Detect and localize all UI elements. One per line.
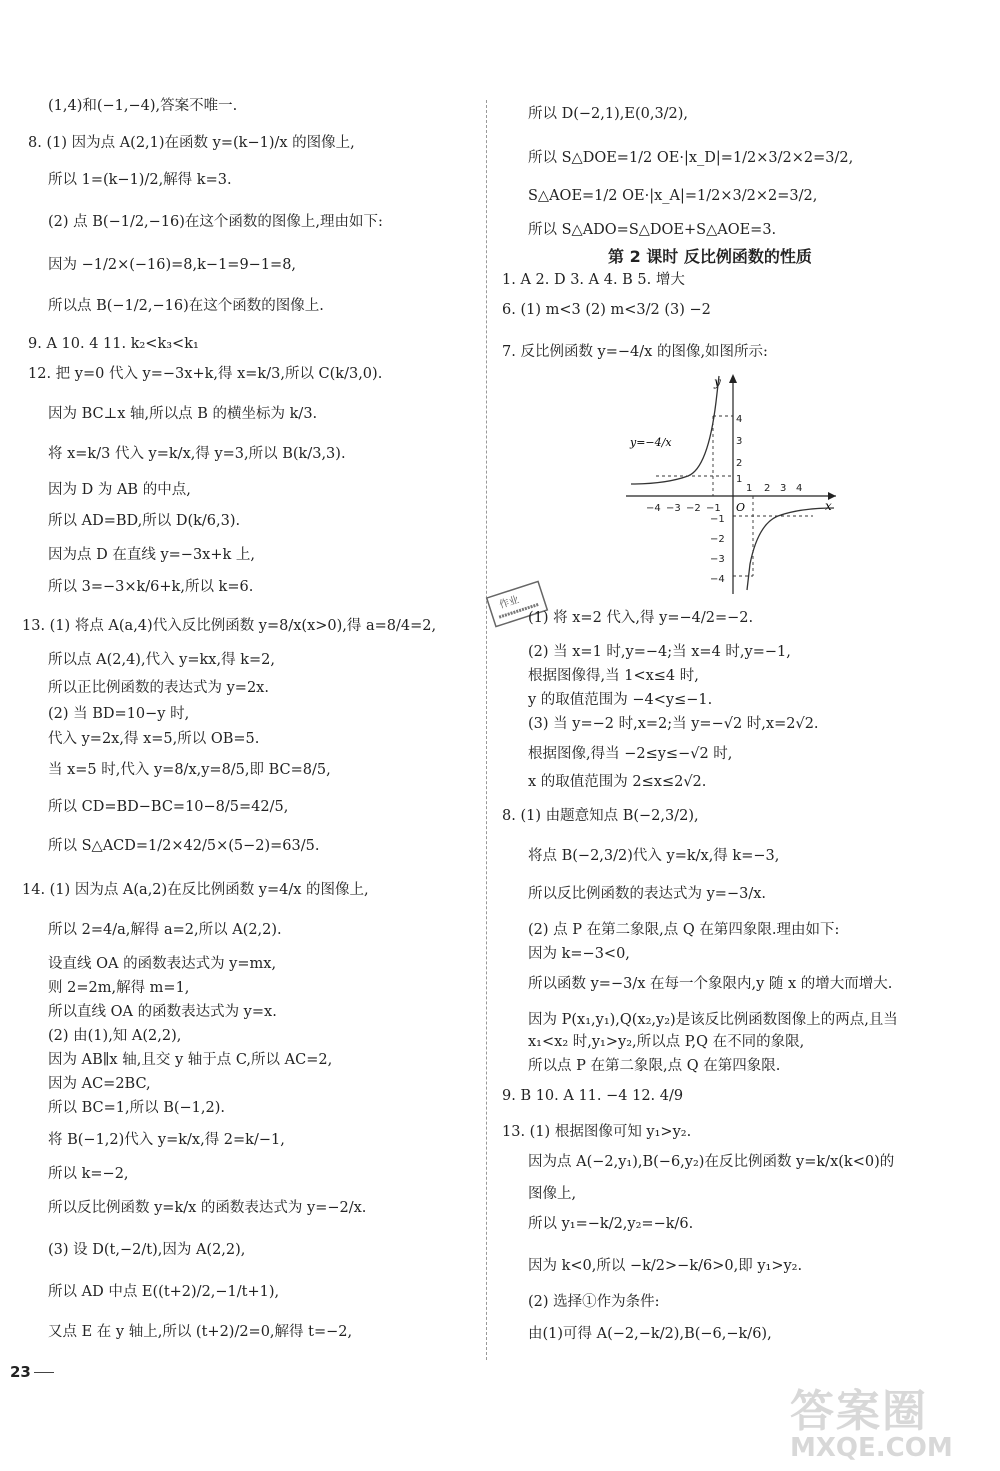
curve-branch-fourth-quadrant bbox=[747, 508, 834, 590]
answer-line: S△AOE=1/2 OE·|x_A|=1/2×3/2×2=3/2, bbox=[528, 188, 818, 204]
answer-line: 因为 BC⊥x 轴,所以点 B 的横坐标为 k/3. bbox=[48, 406, 318, 422]
answer-line: 所以点 A(2,4),代入 y=kx,得 k=2, bbox=[48, 652, 275, 668]
answer-line: x 的取值范围为 2≤x≤2√2. bbox=[528, 774, 707, 790]
answer-line: 将点 B(−2,3/2)代入 y=k/x,得 k=−3, bbox=[528, 848, 780, 864]
answer-line: 1. A 2. D 3. A 4. B 5. 增大 bbox=[502, 272, 685, 288]
y-tick-label: 3 bbox=[736, 436, 743, 447]
answer-line: (2) 点 B(−1/2,−16)在这个函数的图像上,理由如下: bbox=[48, 214, 383, 230]
curve-label: y=−4/x bbox=[630, 436, 672, 449]
answer-line: x₁<x₂ 时,y₁>y₂,所以点 P,Q 在不同的象限, bbox=[528, 1034, 805, 1050]
answer-line: (3) 设 D(t,−2/t),因为 A(2,2), bbox=[48, 1242, 246, 1258]
answer-line: 所以 3=−3×k/6+k,所以 k=6. bbox=[48, 579, 254, 595]
answer-line: 14. (1) 因为点 A(a,2)在反比例函数 y=4/x 的图像上, bbox=[22, 882, 369, 898]
answer-line: 因为点 D 在直线 y=−3x+k 上, bbox=[48, 547, 255, 563]
watermark-logo bbox=[790, 1375, 953, 1463]
answer-line: 6. (1) m<3 (2) m<3/2 (3) −2 bbox=[502, 302, 711, 318]
y-tick-label: −1 bbox=[710, 514, 725, 525]
answer-line: 因为 AB∥x 轴,且交 y 轴于点 C,所以 AC=2, bbox=[48, 1052, 333, 1068]
answer-line: 12. 把 y=0 代入 y=−3x+k,得 x=k/3,所以 C(k/3,0). bbox=[28, 366, 383, 382]
answer-line: 则 2=2m,解得 m=1, bbox=[48, 980, 190, 996]
answer-line: 根据图像得,当 1<x≤4 时, bbox=[528, 668, 699, 684]
answer-line: 所以 BC=1,所以 B(−1,2). bbox=[48, 1100, 226, 1116]
x-tick-label: −4 bbox=[646, 503, 661, 514]
answer-line: 所以 D(−2,1),E(0,3/2), bbox=[528, 106, 689, 122]
x-tick-label: −1 bbox=[706, 503, 721, 514]
answer-line: (1,4)和(−1,−4),答案不唯一. bbox=[48, 98, 238, 114]
answer-line: 又点 E 在 y 轴上,所以 (t+2)/2=0,解得 t=−2, bbox=[48, 1324, 353, 1340]
watermark-site: MXQE.COM bbox=[790, 1433, 953, 1463]
x-tick-label: 3 bbox=[780, 483, 787, 494]
y-axis-label: y bbox=[714, 375, 721, 389]
watermark-title: 答案圈 bbox=[790, 1386, 928, 1437]
answer-line: (2) 选择①作为条件: bbox=[528, 1294, 660, 1310]
answer-line: 所以 S△ACD=1/2×42/5×(5−2)=63/5. bbox=[48, 838, 320, 854]
answer-line: 所以 1=(k−1)/2,解得 k=3. bbox=[48, 172, 232, 188]
answer-line: 所以反比例函数 y=k/x 的函数表达式为 y=−2/x. bbox=[48, 1200, 367, 1216]
x-tick-label: 2 bbox=[764, 483, 771, 494]
x-tick-label: −3 bbox=[666, 503, 681, 514]
answer-line: (2) 当 BD=10−y 时, bbox=[48, 706, 190, 722]
answer-line: 因为 D 为 AB 的中点, bbox=[48, 482, 191, 498]
answer-line: (2) 点 P 在第二象限,点 Q 在第四象限.理由如下: bbox=[528, 922, 840, 938]
column-divider bbox=[486, 100, 487, 1360]
answer-line: 所以 AD 中点 E((t+2)/2,−1/t+1), bbox=[48, 1284, 280, 1300]
answer-line: 所以 S△DOE=1/2 OE·|x_D|=1/2×3/2×2=3/2, bbox=[528, 150, 854, 166]
y-tick-label: 2 bbox=[736, 458, 743, 469]
answer-line: 所以 k=−2, bbox=[48, 1166, 129, 1182]
answer-line: 根据图像,得当 −2≤y≤−√2 时, bbox=[528, 746, 733, 762]
answer-line: 因为点 A(−2,y₁),B(−6,y₂)在反比例函数 y=k/x(k<0)的 bbox=[528, 1154, 895, 1170]
answer-line: 因为 k=−3<0, bbox=[528, 946, 630, 962]
answer-line: 图像上, bbox=[528, 1186, 577, 1202]
answer-line: 9. A 10. 4 11. k₂<k₃<k₁ bbox=[28, 336, 199, 352]
function-graph bbox=[626, 372, 846, 594]
y-tick-label: 1 bbox=[736, 474, 743, 485]
answer-line: 所以点 P 在第二象限,点 Q 在第四象限. bbox=[528, 1058, 781, 1074]
answer-line: 因为 AC=2BC, bbox=[48, 1076, 151, 1092]
answer-line: 所以点 B(−1/2,−16)在这个函数的图像上. bbox=[48, 298, 324, 314]
x-axis-label: x bbox=[825, 499, 832, 513]
answer-line: 因为 −1/2×(−16)=8,k−1=9−1=8, bbox=[48, 257, 297, 273]
answer-line: 8. (1) 因为点 A(2,1)在函数 y=(k−1)/x 的图像上, bbox=[28, 135, 355, 151]
svg-text:作业: 作业 bbox=[498, 594, 521, 612]
answer-line: 因为 P(x₁,y₁),Q(x₂,y₂)是该反比例函数图像上的两点,且当 bbox=[528, 1012, 898, 1028]
answer-line: 13. (1) 根据图像可知 y₁>y₂. bbox=[502, 1124, 692, 1140]
y-axis-arrow-icon bbox=[729, 374, 737, 383]
answer-line: 9. B 10. A 11. −4 12. 4/9 bbox=[502, 1088, 684, 1104]
answer-line: 8. (1) 由题意知点 B(−2,3/2), bbox=[502, 808, 699, 824]
x-tick-label: −2 bbox=[686, 503, 701, 514]
answer-line: y 的取值范围为 −4<y≤−1. bbox=[528, 692, 713, 708]
section-title: 第 2 课时 反比例函数的性质 bbox=[608, 247, 812, 266]
x-tick-label: 4 bbox=[796, 483, 803, 494]
answer-line: 7. 反比例函数 y=−4/x 的图像,如图所示: bbox=[502, 344, 768, 360]
page-number: 23 bbox=[10, 1363, 31, 1381]
origin-label: O bbox=[736, 501, 746, 514]
y-tick-label: −3 bbox=[710, 554, 725, 565]
answer-line: (3) 当 y=−2 时,x=2;当 y=−√2 时,x=2√2. bbox=[528, 716, 819, 732]
answer-line: 设直线 OA 的函数表达式为 y=mx, bbox=[48, 956, 277, 972]
y-tick-label: −4 bbox=[710, 574, 725, 585]
answer-line: 所以 CD=BD−BC=10−8/5=42/5, bbox=[48, 799, 289, 815]
answer-line: 将 B(−1,2)代入 y=k/x,得 2=k/−1, bbox=[48, 1132, 285, 1148]
x-tick-label: 1 bbox=[746, 483, 753, 494]
answer-line: 由(1)可得 A(−2,−k/2),B(−6,−k/6), bbox=[528, 1326, 772, 1342]
answer-line: 将 x=k/3 代入 y=k/x,得 y=3,所以 B(k/3,3). bbox=[48, 446, 346, 462]
answer-line: (1) 将 x=2 代入,得 y=−4/2=−2. bbox=[528, 610, 754, 626]
answer-line: 所以函数 y=−3/x 在每一个象限内,y 随 x 的增大而增大. bbox=[528, 976, 893, 992]
answer-line: 所以 S△ADO=S△DOE+S△AOE=3. bbox=[528, 222, 777, 238]
answer-line: 因为 k<0,所以 −k/2>−k/6>0,即 y₁>y₂. bbox=[528, 1258, 803, 1274]
answer-line: 所以 AD=BD,所以 D(k/6,3). bbox=[48, 513, 241, 529]
answer-line: (2) 当 x=1 时,y=−4;当 x=4 时,y=−1, bbox=[528, 644, 791, 660]
answer-line: 所以正比例函数的表达式为 y=2x. bbox=[48, 680, 269, 696]
answer-line: 所以 y₁=−k/2,y₂=−k/6. bbox=[528, 1216, 694, 1232]
y-tick-label: −2 bbox=[710, 534, 725, 545]
answer-line: 所以 2=4/a,解得 a=2,所以 A(2,2). bbox=[48, 922, 282, 938]
answer-line: 当 x=5 时,代入 y=8/x,y=8/5,即 BC=8/5, bbox=[48, 762, 331, 778]
answer-line: 代入 y=2x,得 x=5,所以 OB=5. bbox=[48, 731, 260, 747]
answer-line: 所以直线 OA 的函数表达式为 y=x. bbox=[48, 1004, 277, 1020]
page-number-dash bbox=[34, 1372, 54, 1373]
answer-line: (2) 由(1),知 A(2,2), bbox=[48, 1028, 182, 1044]
answer-line: 13. (1) 将点 A(a,4)代入反比例函数 y=8/x(x>0),得 a=8/4=2, bbox=[22, 618, 437, 634]
y-tick-label: 4 bbox=[736, 414, 743, 425]
curve-branch-second-quadrant bbox=[631, 376, 719, 484]
answer-line: 所以反比例函数的表达式为 y=−3/x. bbox=[528, 886, 766, 902]
